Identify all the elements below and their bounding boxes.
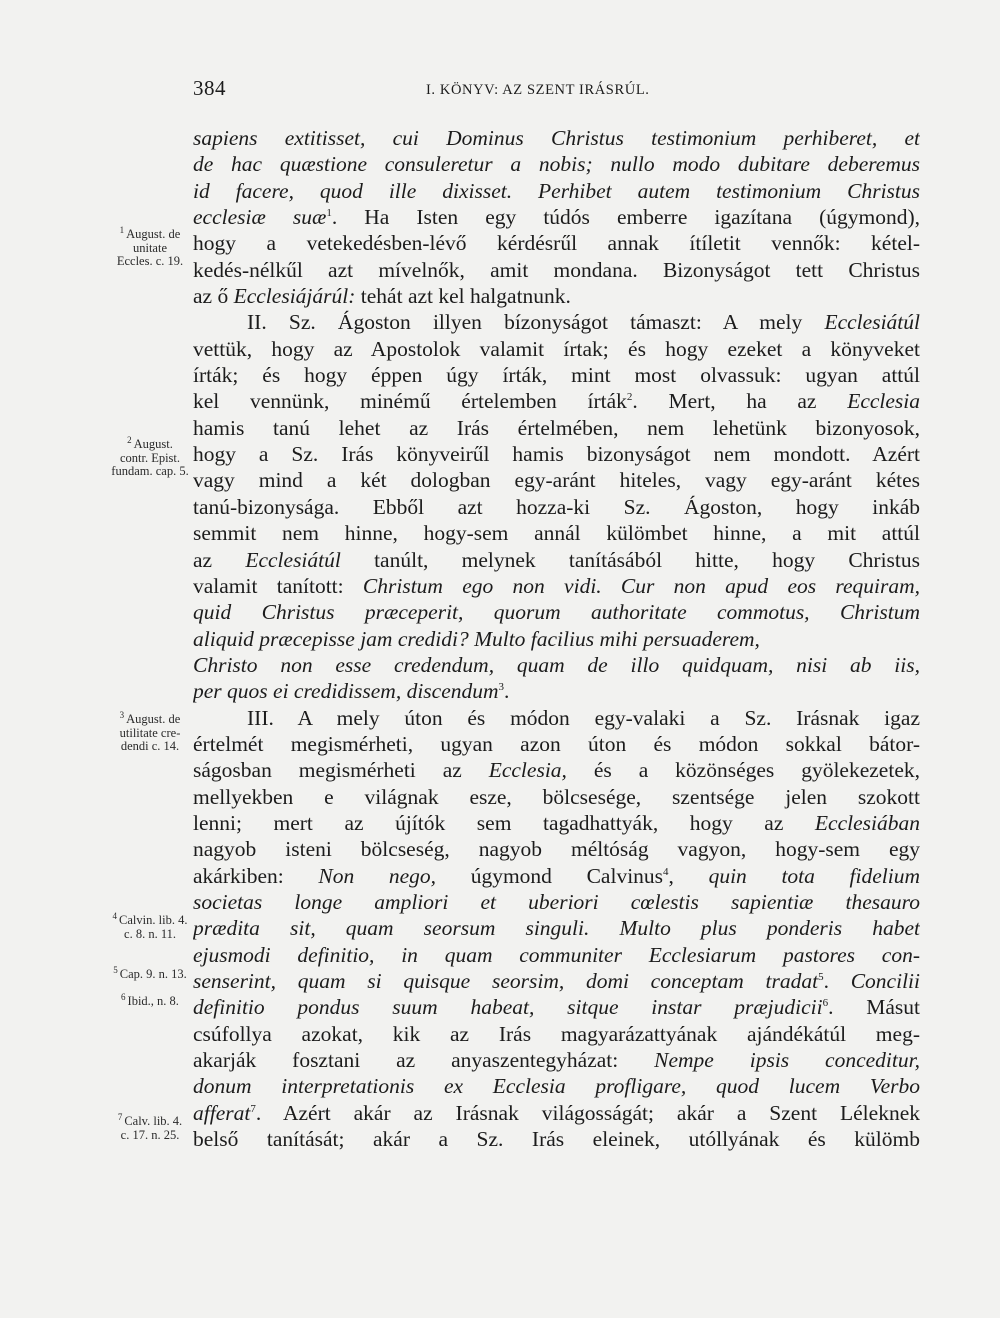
- margin-note-line: [108, 709, 192, 727]
- text-line: [193, 494, 920, 520]
- page-header: [0, 72, 1000, 108]
- footnote-ref: 3: [498, 681, 505, 694]
- text-run: csúfollya azokat, kik az Irás magyarázattyának ajándékátúl meg-: [193, 1021, 920, 1046]
- footnote-ref: 5: [818, 970, 824, 983]
- text-run: quid Christus præceperit, quorum authoritate commotus, Christum: [193, 600, 920, 625]
- text-line: [193, 283, 920, 309]
- margin-note-mark: 4: [112, 910, 118, 921]
- text-run: tanú-bizonysága. Ebből azt hozza-ki Sz. Ágoston, hogy inkáb: [193, 494, 920, 519]
- text-run: Ecclesiátúl: [824, 310, 920, 335]
- text-line: [193, 1126, 920, 1152]
- text-line: [193, 467, 920, 493]
- body-text: [193, 125, 920, 1152]
- text-run: Christo non esse credendum, quam de illo quidquam, nisi ab iis,: [193, 652, 920, 677]
- text-line: [193, 994, 920, 1020]
- text-line: [193, 178, 920, 204]
- text-run: . Mert, ha az: [632, 389, 848, 414]
- text-run: Ecclesiátúl: [245, 547, 341, 572]
- text-run: vettük, hogy az Apostolok valamit írtak; és hogy ezeket a könyveket: [193, 336, 920, 361]
- text-line: [193, 836, 920, 862]
- text-run: tanúlt, melynek tanításából hitte, hogy Christus: [340, 547, 920, 572]
- text-run: III. A mely úton és módon egy-valaki a Sz. Irásnak igaz: [247, 705, 920, 730]
- margin-note-line: [108, 910, 192, 928]
- text-run: vagy mind a két dologban egy-aránt hiteles, vagy egy-aránt kétes: [193, 468, 920, 493]
- text-run: prædita sit, quam seorsum singuli. Multo plus ponderis habet: [193, 916, 920, 941]
- text-run: quin tota fidelium: [708, 863, 920, 888]
- text-run: Ecclesia,: [488, 758, 567, 783]
- text-line: [193, 757, 920, 783]
- text-line: [193, 599, 920, 625]
- text-run: hogy a vetekedésben-lévő kérdésrűl annak ítíletit vennők: kétel-: [193, 231, 920, 256]
- text-run: afferat: [193, 1100, 251, 1125]
- text-line: [193, 784, 920, 810]
- text-run: Non nego,: [318, 863, 437, 888]
- text-run: de hac quæstione consuleretur a nobis; nullo modo dubitare deberemus: [193, 152, 920, 177]
- text-run: per quos ei credidissem, discendum: [193, 679, 499, 704]
- text-run: az: [193, 547, 246, 572]
- text-line: [193, 1100, 920, 1126]
- text-line: [193, 678, 920, 704]
- margin-note: [108, 991, 192, 1009]
- margin-note-text: utilitate cre-: [119, 725, 181, 740]
- text-line: [193, 863, 920, 889]
- margin-note-mark: 1: [119, 224, 125, 235]
- margin-note-mark: 3: [119, 709, 125, 720]
- text-line: [193, 968, 920, 994]
- text-run: kedés-nélkűl azt mívelnők, amit mondana. Bizonyságot tett Christus: [193, 257, 920, 282]
- margin-note-line: [108, 242, 192, 256]
- footnote-ref: 6: [822, 997, 829, 1010]
- text-run: belső tanítását; akár a Sz. Irás eleinek, utóllyának és külömb: [193, 1127, 920, 1152]
- text-run: mellyekben e világnak esze, bölcsesége, szentsége jelen szokott: [193, 784, 920, 809]
- text-run: ságosban megismérheti az: [193, 758, 489, 783]
- text-line: [193, 573, 920, 599]
- margin-note: [108, 709, 192, 754]
- text-run: valamit tanított:: [193, 573, 363, 598]
- text-line: [193, 309, 920, 335]
- footnote-ref: 2: [626, 391, 633, 404]
- text-run: értelmét megismérheti, ugyan azon úton és módon sokkal bátor-: [193, 731, 920, 756]
- margin-note-mark: 5: [113, 964, 118, 975]
- margin-note-line: [108, 434, 192, 452]
- text-line: [193, 230, 920, 256]
- text-run: .: [504, 679, 510, 704]
- text-run: lenni; mert az újítók sem tagadhattyák, hogy az: [193, 810, 815, 835]
- text-run: II. Sz. Ágoston illyen bízonyságot támaszt: A mely: [247, 310, 825, 335]
- text-line: [193, 388, 920, 414]
- text-run: Christum ego non vidi. Cur non apud eos requiram,: [362, 573, 920, 598]
- text-line: [193, 731, 920, 757]
- text-run: ejusmodi definitio, in quam communiter Ecclesiarum pastores con-: [193, 942, 920, 967]
- margin-note-line: [108, 991, 192, 1009]
- margin-note-text: August. de: [126, 712, 181, 726]
- running-title: I. KÖNYV: AZ SZENT IRÁSRÚL.: [426, 82, 650, 98]
- text-run: Concilii: [850, 969, 920, 993]
- text-run: Nempe ipsis conceditur,: [654, 1048, 920, 1073]
- text-run: .: [823, 969, 851, 993]
- text-line: [193, 257, 920, 283]
- text-line: [193, 415, 920, 441]
- text-run: Ecclesia: [847, 389, 920, 414]
- text-line: [193, 151, 920, 177]
- text-line: [193, 626, 920, 652]
- text-run: ecclesiæ suæ: [193, 205, 327, 230]
- margin-note-line: [108, 224, 192, 242]
- text-line: [193, 547, 920, 573]
- margin-note-line: [108, 465, 192, 479]
- text-line: [193, 441, 920, 467]
- text-run: nagyob isteni bölcseség, nagyob méltóság vagyon, hogy-sem egy: [193, 837, 920, 862]
- text-run: Ecclesiában: [814, 810, 920, 835]
- margin-note-text: contr. Epist.: [119, 450, 181, 465]
- margin-note-text: unitate: [132, 240, 167, 255]
- footnote-ref: 1: [326, 206, 332, 219]
- text-run: societas longe ampliori et uberiori cœlestis sapientiæ thesauro: [193, 889, 920, 914]
- margin-note-line: [108, 928, 192, 942]
- text-run: akarják fosztani az anyaszentegyházat:: [193, 1048, 655, 1073]
- text-run: és a közönséges gyölekezetek,: [566, 758, 920, 783]
- text-run: . Azért akár az Irásnak világosságát; akár a Szent Léleknek: [255, 1100, 920, 1125]
- text-run: az ő: [193, 284, 234, 309]
- margin-note-line: [108, 964, 192, 982]
- text-run: ,: [668, 863, 709, 888]
- margin-note-text: dendi c. 14.: [120, 739, 180, 753]
- margin-note-line: [108, 740, 192, 754]
- text-line: [193, 1047, 920, 1073]
- text-line: [193, 810, 920, 836]
- margin-note-text: August. de: [126, 227, 181, 241]
- text-line: [193, 889, 920, 915]
- margin-note-text: Eccles. c. 19.: [116, 254, 184, 268]
- margin-note: [108, 224, 192, 269]
- margin-note: [108, 910, 192, 941]
- margin-note-text: c. 8. n. 11.: [124, 926, 176, 941]
- text-run: definitio pondus suum habeat, sitque instar præjudicii: [193, 995, 823, 1020]
- margin-note: [108, 434, 192, 479]
- text-run: Ecclesiájárúl:: [233, 284, 356, 309]
- text-run: senserint, quam si quisque seorsim, domi conceptam tradat: [193, 969, 819, 993]
- text-run: úgymond Calvinus: [436, 863, 664, 888]
- text-line: [193, 204, 920, 230]
- margin-note: [108, 964, 192, 982]
- text-run: sapiens extitisset, cui Dominus Christus testimonium perhiberet, et: [193, 126, 920, 150]
- text-run: akárkiben:: [193, 863, 319, 888]
- margin-note-text: Ibid., n. 8.: [127, 994, 179, 1008]
- text-line: [193, 125, 920, 151]
- text-line: [193, 1021, 920, 1047]
- margin-note-mark: 7: [117, 1111, 123, 1122]
- text-run: . Másut: [828, 995, 920, 1020]
- text-line: [193, 362, 920, 388]
- margin-note-line: [108, 727, 192, 741]
- text-run: aliquid præcepisse jam credidi? Multo facilius mihi persuaderem,: [193, 626, 760, 651]
- text-line: [193, 520, 920, 546]
- margin-note-line: [108, 452, 192, 466]
- margin-note-line: [108, 255, 192, 269]
- text-line: [193, 942, 920, 968]
- text-line: [193, 915, 920, 941]
- text-line: [193, 652, 920, 678]
- text-run: kel vennünk, minémű értelemben írták: [193, 389, 627, 414]
- margin-note-text: August.: [133, 437, 173, 451]
- margin-note-line: [108, 1129, 192, 1143]
- margin-note-text: Calv. lib. 4.: [124, 1114, 183, 1128]
- margin-note-text: Calvin. lib. 4.: [119, 913, 188, 927]
- text-run: semmit nem hinne, hogy-sem annál külömbet hinne, a mit attúl: [193, 521, 920, 546]
- margin-note-mark: 2: [127, 434, 132, 445]
- text-run: tehát azt kel halgatnunk.: [355, 284, 571, 309]
- margin-note-text: c. 17. n. 25.: [120, 1127, 180, 1142]
- text-run: hamis tanú lehet az Irás értelmében, nem lehetünk bizonyosok,: [193, 415, 920, 440]
- text-run: hogy a Sz. Irás könyveirűl hamis bizonyságot nem mondott. Azért: [193, 442, 920, 467]
- text-run: . Ha Isten egy túdós emberre igazítana (úgymond),: [331, 205, 920, 230]
- footnote-ref: 4: [663, 865, 669, 878]
- text-line: [193, 1073, 920, 1099]
- margin-note-text: Cap. 9. n. 13.: [119, 967, 187, 981]
- margin-note-mark: 6: [121, 991, 126, 1002]
- text-line: [193, 336, 920, 362]
- text-run: írták; és hogy éppen úgy írták, mint most olvassuk: ugyan attúl: [193, 363, 920, 388]
- text-line: [193, 705, 920, 731]
- margin-note-line: [108, 1111, 192, 1129]
- page-number: 384: [193, 76, 226, 100]
- text-run: id facere, quod ille dixisset. Perhibet autem testimonium Christus: [193, 178, 920, 203]
- footnote-ref: 7: [250, 1102, 256, 1115]
- text-run: donum interpretationis ex Ecclesia profligare, quod lucem Verbo: [193, 1074, 920, 1099]
- margin-note-text: fundam. cap. 5.: [111, 464, 189, 478]
- margin-note: [108, 1111, 192, 1142]
